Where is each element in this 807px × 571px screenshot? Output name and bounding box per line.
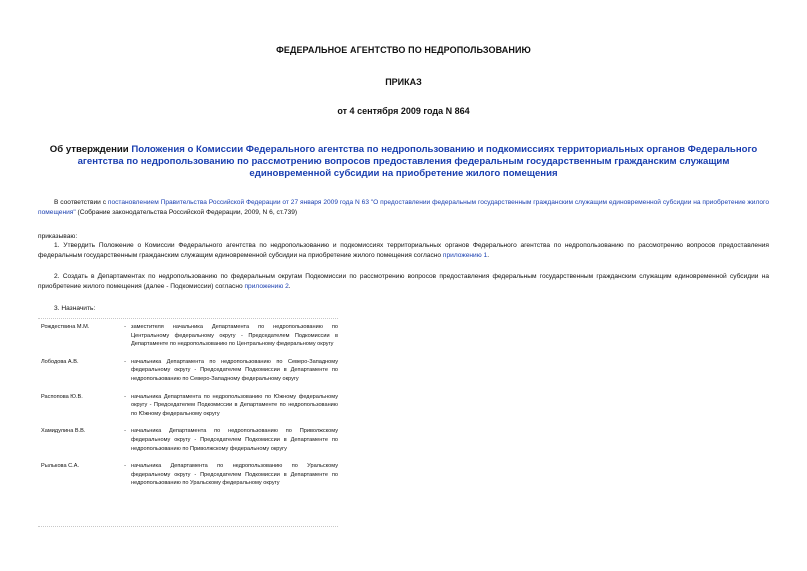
intro-prefix: В соответствии с (54, 199, 108, 206)
intro-paragraph (38, 198, 769, 218)
document-type: ПРИКАЗ (385, 77, 422, 87)
appointee-name: Рылькова С.А. (41, 463, 80, 470)
item-3-paragraph: 3. Назначить: (54, 305, 96, 312)
orders-word: приказываю: (38, 233, 78, 240)
item-1-text: 1. Утвердить Положение о Комиссии Федерального агентства по недропользованию и подкомиссиях территориальных органов Федерального агентства по недропользованию по рассмотрению вопросов предоставления федеральным государственным гражданским служащим единовременной субсидии на приобретение жилого помещения согласно (38, 242, 769, 259)
table-bottom-divider (38, 526, 338, 527)
dash-separator: - (124, 324, 126, 330)
appointee-name: Распопова Ю.В. (41, 393, 83, 400)
dash-separator: - (124, 358, 126, 365)
appointee-name: Лободова А.В. (41, 358, 79, 365)
heading-regulation-link[interactable]: Положения о Комиссии Федерального агентства по недропользованию и подкомиссиях территориальных органов Федерального агентства по недропользованию по рассмотрению вопросов предоставления федеральным государственным гражданским служащим единовременной субсидии на приобретение жилого помещения (77, 144, 758, 179)
heading-prefix: Об утверждении (49, 144, 132, 155)
appointee-description: начальника Департамента по недропользованию по Южному федеральному округу - Председателем Подкомиссии в Департаменте по недропользованию по Южному федеральному округу (131, 393, 338, 417)
agency-title: ФЕДЕРАЛЬНОЕ АГЕНТСТВО ПО НЕДРОПОЛЬЗОВАНИЮ (276, 45, 531, 55)
table-row (38, 462, 340, 497)
table-row (38, 427, 340, 462)
table-row (38, 358, 340, 393)
appointee-description: заместителя начальника Департамента по недропользованию по Центральному федеральному округу - Председателем Подкомиссии в Департаменте по недропользованию по Центральному федеральному округу (131, 324, 338, 348)
appointee-description: начальника Департамента по недропользованию по Приволжскому федеральному округу - Председателем Подкомиссии в Департаменте по недропользованию по Приволжскому федеральному округу (131, 428, 338, 452)
appointee-description: начальника Департамента по недропользованию по Северо-Западному федеральному округу - Председателем Подкомиссии в Департаменте по недропользованию по Северо-Западному федеральному округу (131, 358, 338, 382)
item-1-suffix: . (487, 252, 490, 259)
dash-separator: - (124, 393, 126, 400)
appendix-2-link[interactable]: приложению 2 (244, 283, 289, 290)
document-heading (40, 144, 767, 180)
appendix-1-link[interactable]: приложению 1 (442, 252, 488, 259)
item-1-paragraph (38, 241, 769, 261)
item-2-paragraph (38, 272, 769, 292)
dash-separator: - (124, 428, 126, 435)
table-top-divider (38, 318, 338, 319)
appointee-description: начальника Департамента по недропользованию по Уральскому федеральному округу - Председателем Подкомиссии в Департаменте по недропользованию по Уральскому федеральному округу (131, 463, 338, 487)
intro-suffix: (Собрание законодательства Российской Федерации, 2009, N 6, ст.739) (75, 209, 298, 216)
item-2-text: 2. Создать в Департаментах по недропользованию по федеральным округам Подкомиссии по рассмотрению вопросов предоставления федеральным государственным гражданским служащим единовременной субсидии на приобретение жилого помещения (далее - Подкомиссии) согласно (38, 273, 769, 290)
item-2-suffix: . (288, 283, 291, 290)
dash-separator: - (124, 463, 126, 470)
appointee-name: Рождествина М.М. (41, 324, 90, 330)
appointee-name: Хамидулина В.В. (41, 428, 86, 435)
table-row (38, 323, 340, 358)
appointments-table (38, 323, 340, 497)
document-date-number: от 4 сентября 2009 года N 864 (337, 106, 470, 116)
table-row (38, 393, 340, 428)
resolution-link[interactable]: постановлением Правительства Российской Федерации от 27 января 2009 года N 63 "О предоставлении федеральным государственным гражданским служащим единовременной субсидии на приобретение жилого помещения" (38, 199, 769, 216)
